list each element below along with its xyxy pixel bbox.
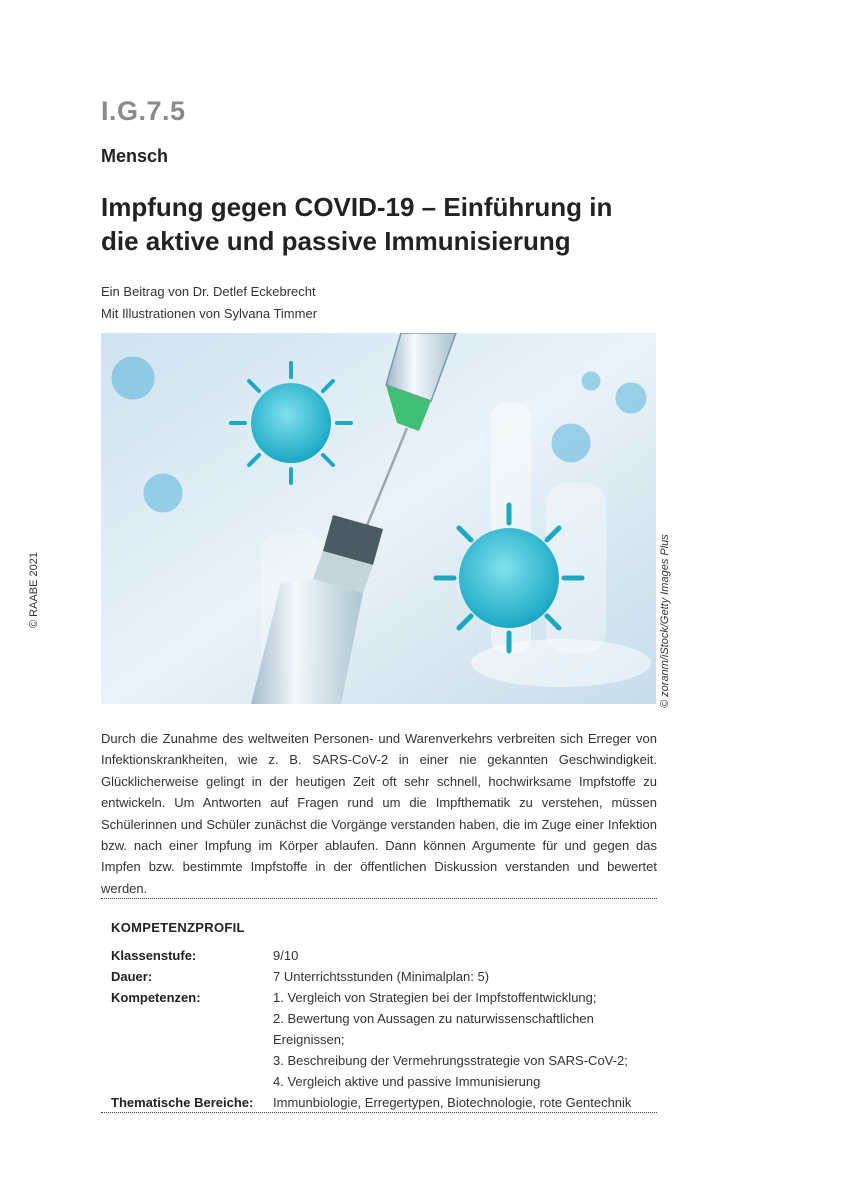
topics-value: Immunbiologie, Erregertypen, Biotechnologie, rote Gentechnik — [273, 1095, 632, 1110]
grade-value: 9/10 — [273, 948, 299, 963]
vaccine-illustration — [101, 333, 656, 704]
duration-label: Dauer: — [111, 969, 153, 984]
skill-item: 3. Beschreibung der Vermehrungsstrategie von SARS-CoV-2; — [273, 1053, 628, 1068]
vaccine-photo — [101, 333, 656, 704]
skills-row — [111, 987, 657, 1092]
author-line: Ein Beitrag von Dr. Detlef Eckebrecht — [101, 284, 316, 299]
photo-credit: © zoranm/iStock/Getty Images Plus — [659, 534, 671, 708]
skill-item: 2. Bewertung von Aussagen zu naturwissenschaftlichen Ereignissen; — [273, 1011, 594, 1047]
skill-item: 4. Vergleich aktive und passive Immunisierung — [273, 1074, 541, 1089]
topics-label: Thematische Bereiche: — [111, 1095, 254, 1110]
illustrator-line: Mit Illustrationen von Sylvana Timmer — [101, 306, 318, 321]
duration-value: 7 Unterrichtsstunden (Minimalplan: 5) — [273, 969, 490, 984]
side-copyright: © RAABE 2021 — [28, 552, 40, 628]
divider-top — [101, 898, 657, 899]
grade-label: Klassenstufe: — [111, 948, 197, 963]
competence-profile — [111, 920, 657, 1113]
intro-text: Durch die Zunahme des weltweiten Personen- und Warenverkehrs verbreiten sich Erreger von Infektionskrankheiten, wie z. B. SARS-CoV-2 in einer nie gekannten Geschwindigkeit. Glücklicherweise gelingt in der heutigen Zeit oft sehr schnell, hochwirksame Impfstoffe zu entwickeln. Um Antworten auf Fragen rund um die Impfthematik zu verstehen, müssen Schülerinnen und Schüler zunächst die Vorgänge verstanden haben, die im Zuge einer Infektion bzw. nach einer Impfung im Körper ablaufen. Dann können Argumente für und gegen das Impfen bzw. bestimmte Impfstoffe in der öffentlichen Diskussion verstanden und bewertet werden. — [101, 731, 657, 896]
skills-label: Kompetenzen: — [111, 990, 201, 1005]
byline — [101, 281, 317, 325]
duration-row — [111, 966, 657, 987]
divider-bottom — [101, 1112, 657, 1113]
page-title — [101, 190, 661, 258]
profile-heading: KOMPETENZPROFIL — [111, 920, 245, 935]
skills-list — [273, 987, 657, 1092]
title-line-2: die aktive und passive Immunisierung — [101, 226, 571, 256]
title-line-1: Impfung gegen COVID-19 – Einführung in — [101, 192, 613, 222]
skill-item: 1. Vergleich von Strategien bei der Impfstoffentwicklung; — [273, 990, 597, 1005]
unit-code: I.G.7.5 — [101, 96, 186, 126]
grade-row — [111, 945, 657, 966]
subject-label: Mensch — [101, 146, 169, 166]
topics-row — [111, 1092, 657, 1113]
